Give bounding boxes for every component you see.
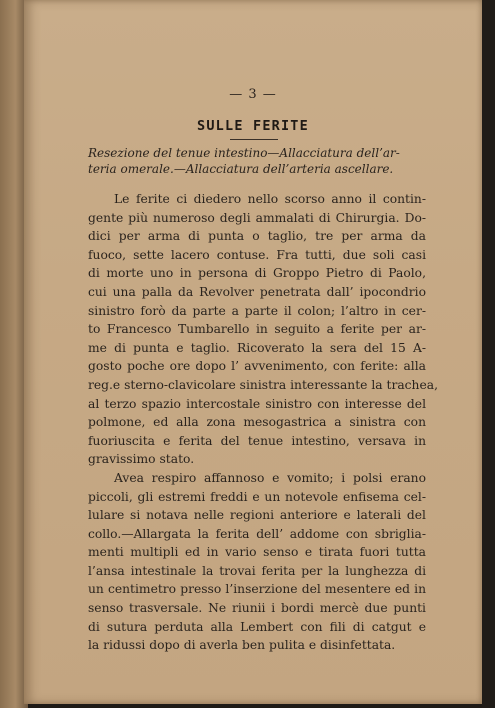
page-number: — 3 — [229, 87, 277, 102]
paragraph-1-line: al terzo spazio intercostale sinistro con interesse del [88, 396, 426, 411]
paragraph-1-line: dici per arma di punta o taglio, tre per arma da [88, 229, 426, 244]
paragraph-2-line: Avea respiro affannoso e vomito; i polsi erano [114, 470, 426, 485]
paragraph-1-line: to Francesco Tumbarello in seguito a ferite per ar- [88, 322, 426, 337]
scan-background [482, 0, 495, 708]
paragraph-2-line: collo.—Allargata la ferita dell’ addome con sbriglia- [88, 526, 426, 541]
paragraph-1-line: gravissimo stato. [88, 452, 195, 467]
paragraph-1-line: gosto poche ore dopo l’ avvenimento, con ferite: alla [88, 359, 426, 374]
paragraph-2-line: la ridussi dopo di averla ben pulita e disinfettata. [88, 638, 396, 653]
paragraph-2-line: senso trasversale. Ne riunii i bordi mercè due punti [88, 601, 426, 616]
book-page [24, 0, 482, 704]
paragraph-1-line: fuoriuscita e ferita del tenue intestino, versava in [88, 433, 426, 448]
chapter-subtitle [88, 145, 428, 177]
paragraph-1-line: reg.e sterno-clavicolare sinistra interessante la trachea, [88, 377, 438, 392]
title-divider [230, 139, 278, 140]
paragraph-1-line: fuoco, sette lacero contuse. Fra tutti, due soli casi [88, 247, 426, 262]
chapter-title: SULLE FERITE [197, 118, 309, 134]
paragraph-2-line: di sutura perduta alla Lembert con fili di catgut e [88, 619, 426, 634]
body-text [88, 190, 438, 655]
paragraph-2-line: l’ansa intestinale la trovai ferita per la lunghezza di [88, 563, 426, 578]
subtitle-line: teria omerale.—Allacciatura dell’arteria ascellare. [88, 162, 394, 176]
paragraph-2-line: piccoli, gli estremi freddi e un notevole enfisema cel- [88, 489, 426, 504]
paragraph-1-line: Le ferite ci diedero nello scorso anno il contin- [114, 192, 426, 206]
paragraph-1-line: polmone, ed alla zona mesogastrica a sinistra con [88, 415, 426, 430]
paragraph-1-line: di morte uno in persona di Groppo Pietro di Paolo, [88, 266, 426, 281]
paragraph-1-line: me di punta e taglio. Ricoverato la sera del 15 A- [88, 340, 426, 355]
paragraph-1-line: cui una palla da Revolver penetrata dall’ ipocondrio [88, 284, 426, 299]
paragraph-2-line: lulare si notava nelle regioni anteriore e laterali del [88, 508, 426, 523]
subtitle-line: Resezione del tenue intestino—Allacciatura dell’ar- [88, 146, 400, 160]
paragraph-2-line: menti multipli ed in vario senso e tirata fuori tutta [88, 545, 426, 560]
paragraph-1-line: sinistro forò da parte a parte il colon; l’altro in cer- [88, 303, 426, 318]
paragraph-2-line: un centimetro presso l’inserzione del mesentere ed in [88, 582, 426, 597]
paragraph-1-line: gente più numeroso degli ammalati di Chirurgia. Do- [88, 210, 426, 225]
